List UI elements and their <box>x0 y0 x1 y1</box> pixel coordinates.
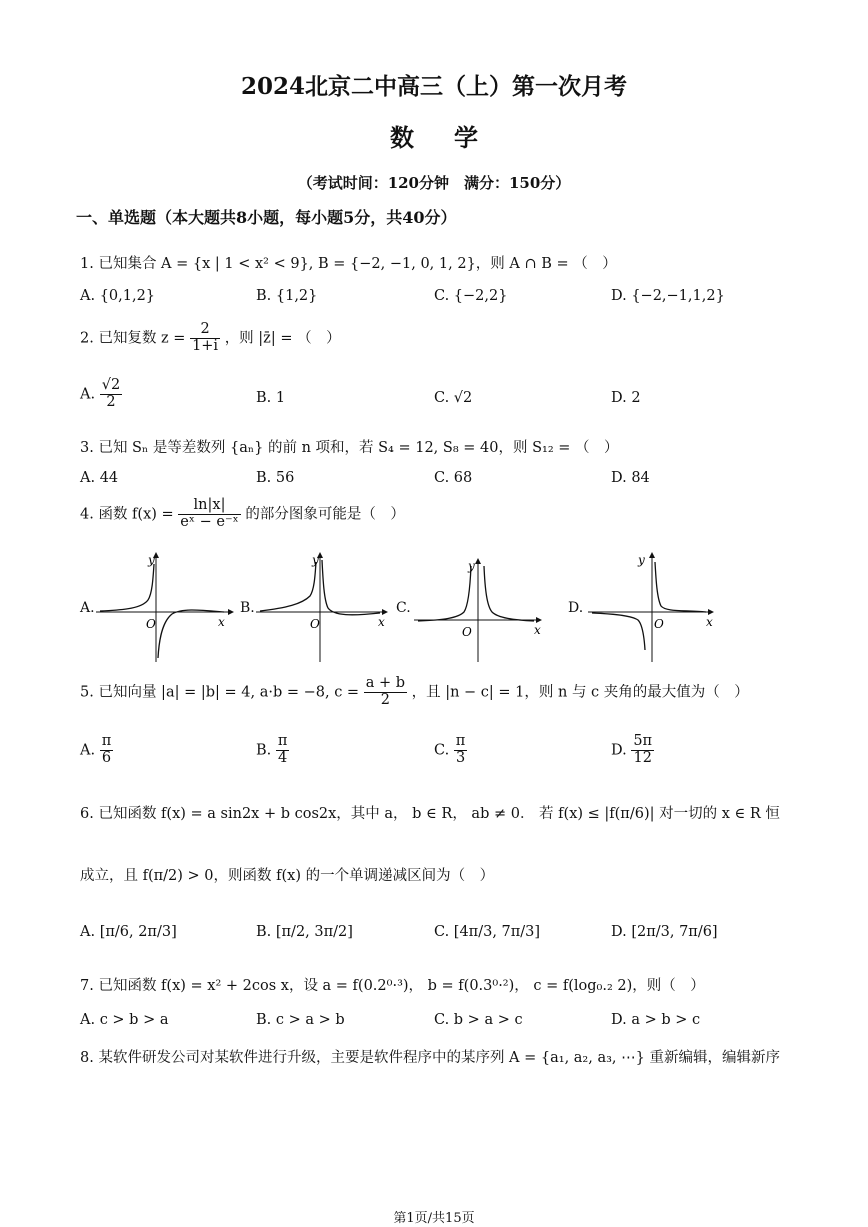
graph-a-y: y <box>148 553 155 567</box>
page-title: 2024北京二中高三（上）第一次月考 <box>240 73 627 100</box>
q5-option-a-fraction <box>100 734 114 767</box>
question-6-line-1: 6. 已知函数 f(x) = a sin2x + b cos2x，其中 a， b ∈ R， ab ≠ 0． 若 f(x) ≤ |f(π/6)| 对一切的 x ∈ R 恒 <box>80 806 780 822</box>
q5-option-b-num: π <box>277 733 288 749</box>
q7-option-c: C. b > a > c <box>434 1012 523 1028</box>
graph-a-x: x <box>218 615 225 629</box>
q2-prefix: 2. 已知复数 z = <box>80 330 186 347</box>
q2-num: 2 <box>190 322 220 339</box>
q5-option-d-num: 5π <box>633 733 653 749</box>
q2-option-a <box>80 378 122 411</box>
graph-c <box>414 550 554 662</box>
q6-option-a: A. [π/6, 2π/3] <box>80 924 177 940</box>
q4-den: eˣ − e⁻ˣ <box>180 513 239 530</box>
q5-fraction <box>364 676 407 709</box>
q1-option-c: C. {−2,2} <box>434 288 508 304</box>
graph-label-b: B. <box>240 600 255 616</box>
q2-option-c: C. √2 <box>434 390 473 406</box>
q5-option-c-num: π <box>455 733 466 749</box>
q2-fraction <box>190 322 220 355</box>
q5-prefix: 5. 已知向量 |a| = |b| = 4, a·b = −8, c = <box>80 684 360 701</box>
q6-option-b: B. [π/2, 3π/2] <box>256 924 353 940</box>
q5-option-b-den: 4 <box>278 749 288 766</box>
q5-option-c-label: C. <box>434 742 450 759</box>
q5-option-d <box>611 734 654 767</box>
q4-fraction <box>178 498 240 531</box>
q5-option-b <box>256 734 289 767</box>
q2-option-a-num: √2 <box>101 377 121 393</box>
q7-option-b: B. c > a > b <box>256 1012 345 1028</box>
q4-prefix: 4. 函数 f(x) = <box>80 506 174 523</box>
question-5 <box>80 676 749 709</box>
question-4 <box>80 498 405 531</box>
q5-option-b-fraction <box>276 734 290 767</box>
graph-d <box>588 550 722 662</box>
graph-d-y: y <box>638 553 645 567</box>
q2-option-a-den: 2 <box>106 393 116 410</box>
q2-option-b: B. 1 <box>256 390 286 406</box>
graph-b <box>256 550 396 662</box>
q4-num: ln|x| <box>178 498 240 515</box>
q5-option-c-fraction <box>454 734 468 767</box>
q3-option-b: B. 56 <box>256 470 295 486</box>
q6-option-d: D. [2π/3, 7π/6] <box>611 924 718 940</box>
q4-suffix: 的部分图象可能是（ ） <box>245 506 405 523</box>
graph-a <box>96 550 236 662</box>
q3-option-a: A. 44 <box>80 470 119 486</box>
q3-option-d: D. 84 <box>611 470 650 486</box>
graph-c-x: x <box>534 623 541 637</box>
q5-den: 2 <box>380 691 390 708</box>
exam-meta: （考试时间：120分钟 满分：150分） <box>297 174 571 192</box>
graph-d-origin: O <box>654 617 664 631</box>
q2-suffix: ，则 |z̄| = （ ） <box>224 330 341 347</box>
q7-option-d: D. a > b > c <box>611 1012 701 1028</box>
q5-suffix: ，且 |n − c| = 1，则 n 与 c 夹角的最大值为（ ） <box>411 684 749 701</box>
question-3: 3. 已知 Sₙ 是等差数列 {aₙ} 的前 n 项和，若 S₄ = 12, S₈ = 40，则 S₁₂ = （ ） <box>80 440 619 456</box>
q3-option-c: C. 68 <box>434 470 473 486</box>
q5-option-d-fraction <box>631 734 654 767</box>
q1-option-d: D. {−2,−1,1,2} <box>611 288 725 304</box>
q5-option-a-den: 6 <box>101 749 112 766</box>
subject-title: 数学 <box>390 123 518 152</box>
graph-label-a: A. <box>80 600 95 616</box>
q5-option-a <box>80 734 113 767</box>
q2-den: 1+i <box>192 337 219 354</box>
q5-option-c <box>434 734 467 767</box>
section-heading: 一、单选题（本大题共8小题，每小题5分，共40分） <box>76 208 457 227</box>
graph-label-d: D. <box>568 600 584 616</box>
graph-b-origin: O <box>310 617 320 631</box>
q5-option-b-label: B. <box>256 742 272 759</box>
q6-option-c: C. [4π/3, 7π/3] <box>434 924 541 940</box>
q2-option-a-fraction <box>100 378 122 411</box>
page-footer: 第1页/共15页 <box>393 1211 475 1226</box>
q1-option-b: B. {1,2} <box>256 288 318 304</box>
q5-option-d-label: D. <box>611 742 627 759</box>
question-7: 7. 已知函数 f(x) = x² + 2cos x，设 a = f(0.2⁰·³)， b = f(0.3⁰·²)， c = f(log₀.₂ 2)，则（ ） <box>80 978 705 994</box>
graph-b-x: x <box>378 615 385 629</box>
q1-option-a: A. {0,1,2} <box>80 288 156 304</box>
q2-option-a-label: A. <box>80 386 96 403</box>
graph-c-origin: O <box>462 625 472 639</box>
graph-c-y: y <box>468 559 475 573</box>
question-8: 8. 某软件研发公司对某软件进行升级，主要是软件程序中的某序列 A = {a₁, a₂, a₃, ⋯} 重新编辑，编辑新序 <box>80 1050 780 1066</box>
q5-option-a-num: π <box>101 733 112 749</box>
question-1: 1. 已知集合 A = {x | 1 < x² < 9}, B = {−2, −1, 0, 1, 2}，则 A ∩ B = （ ） <box>80 256 617 272</box>
q5-option-a-label: A. <box>80 742 96 759</box>
q5-num: a + b <box>365 675 405 691</box>
graph-a-origin: O <box>146 617 156 631</box>
q5-option-d-den: 12 <box>633 749 652 766</box>
q5-option-c-den: 3 <box>455 749 466 766</box>
question-6-line-2: 成立，且 f(π/2) > 0，则函数 f(x) 的一个单调递减区间为（ ） <box>80 868 495 884</box>
graph-b-y: y <box>312 553 319 567</box>
graph-label-c: C. <box>396 600 411 616</box>
question-2 <box>80 322 341 355</box>
q2-option-d: D. 2 <box>611 390 641 406</box>
q7-option-a: A. c > b > a <box>80 1012 169 1028</box>
graph-d-x: x <box>706 615 713 629</box>
